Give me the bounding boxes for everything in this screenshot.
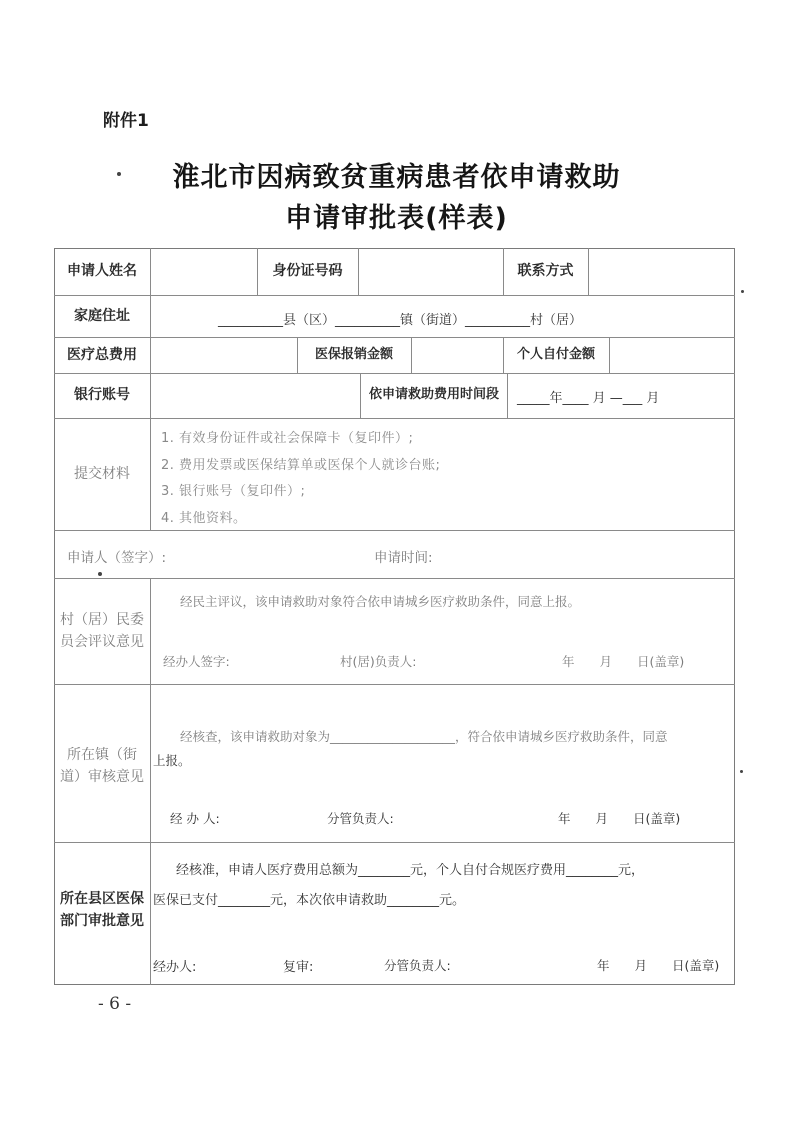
town-leader-sign: 分管负责人: [327, 811, 394, 826]
address-template: __________县（区）__________镇（街道）__________村（居） [218, 313, 583, 328]
town-opinion-label: 所在镇（街道）审核意见 [60, 746, 144, 785]
apply-time-label: 申请时间: [374, 550, 433, 566]
county-date-seal: 年 月 日(盖章) [597, 958, 720, 973]
margin-dot [740, 770, 743, 773]
margin-dot [98, 572, 102, 576]
material-item: 4. 其他资料。 [161, 511, 247, 526]
material-item: 2. 费用发票或医保结算单或医保个人就诊台账; [161, 458, 441, 473]
row-divider [54, 295, 735, 296]
form-title-line1: 淮北市因病致贫重病患者依申请救助 [172, 162, 621, 193]
page-number: - 6 - [98, 994, 132, 1014]
row-divider [54, 684, 735, 685]
col-divider [609, 337, 610, 373]
village-leader-sign: 村(居)负责人: [340, 654, 417, 669]
applicant-signature-label: 申请人（签字）: [67, 550, 167, 566]
col-divider [507, 373, 508, 418]
county-opinion-text-line1: 经核准，申请人医疗费用总额为________元，个人自付合规医疗费用________元， [176, 863, 645, 878]
self-pay-label: 个人自付金额 [516, 346, 595, 362]
village-opinion-label: 村（居）民委员会评议意见 [60, 611, 144, 650]
contact-label: 联系方式 [517, 263, 574, 280]
village-opinion-text: 经民主评议，该申请救助对象符合依申请城乡医疗救助条件，同意上报。 [180, 594, 581, 609]
row-divider [54, 418, 735, 419]
bank-account-label: 银行账号 [74, 387, 130, 404]
county-leader-sign: 分管负责人: [384, 958, 451, 973]
row-divider [54, 842, 735, 843]
col-divider [358, 248, 359, 295]
county-reviewer-sign: 复审: [283, 960, 314, 975]
col-divider [411, 337, 412, 373]
total-cost-label: 医疗总费用 [67, 346, 137, 363]
margin-dot [741, 290, 744, 293]
county-opinion-text-line2: 医保已支付________元，本次依申请救助________元。 [153, 893, 466, 908]
county-handler-sign: 经办人: [153, 960, 197, 975]
applicant-name-label: 申请人姓名 [67, 263, 137, 280]
town-opinion-text-line2: 上报。 [153, 753, 191, 768]
town-handler-sign: 经 办 人: [170, 811, 220, 826]
col-divider [150, 248, 151, 530]
address-label: 家庭住址 [74, 307, 130, 324]
county-opinion-label: 所在县区医保部门审批意见 [60, 890, 144, 929]
period-label: 依申请救助费用时间段 [368, 387, 499, 403]
period-template: _____年____ 月 —___ 月 [517, 391, 660, 406]
row-divider [54, 578, 735, 579]
insurance-reimburse-label: 医保报销金额 [314, 346, 393, 362]
village-date-seal: 年 月 日(盖章) [562, 654, 685, 669]
town-opinion-text-line1: 经核查，该申请救助对象为____________________，符合依申请城乡医疗救助条件，同意 [180, 729, 668, 744]
col-divider [150, 578, 151, 985]
village-handler-sign: 经办人签字: [163, 654, 230, 669]
materials-label: 提交材料 [74, 465, 130, 482]
id-number-label: 身份证号码 [272, 263, 343, 280]
form-title-line2: 申请审批表(样表) [285, 203, 508, 234]
material-item: 1. 有效身份证件或社会保障卡（复印件）; [161, 431, 414, 446]
col-divider [588, 248, 589, 295]
row-divider [54, 530, 735, 531]
col-divider [360, 373, 361, 418]
town-date-seal: 年 月 日(盖章) [558, 811, 681, 826]
attachment-label: 附件1 [103, 111, 149, 131]
material-item: 3. 银行账号（复印件）; [161, 484, 306, 499]
